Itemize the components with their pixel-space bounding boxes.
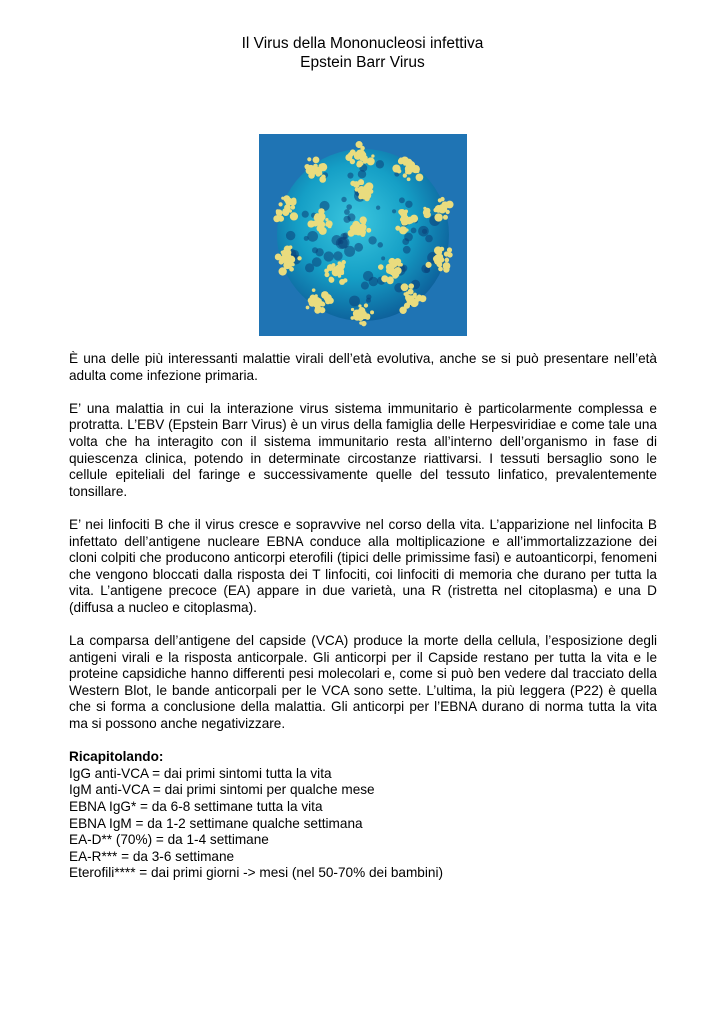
capsid-spike bbox=[350, 149, 356, 155]
capsid-spike bbox=[315, 305, 321, 311]
capsid-spike bbox=[405, 291, 409, 295]
capsid-spike bbox=[356, 154, 359, 157]
capsid-pore bbox=[404, 233, 413, 242]
capsid-pore bbox=[347, 172, 353, 178]
capsid-spike bbox=[438, 198, 442, 202]
capsid-pore bbox=[344, 209, 350, 215]
capsid-pore bbox=[349, 296, 360, 307]
capsid-spike bbox=[285, 208, 289, 212]
capsid-spike bbox=[279, 259, 284, 264]
capsid-spike bbox=[356, 313, 360, 317]
capsid-spike bbox=[440, 247, 445, 252]
capsid-spike bbox=[407, 295, 415, 303]
capsid-spike bbox=[443, 266, 449, 272]
summary-line: IgG anti-VCA = dai primi sintomi tutta la vita bbox=[69, 765, 332, 781]
capsid-pore bbox=[424, 267, 430, 273]
capsid-spike bbox=[360, 162, 364, 166]
capsid-spike bbox=[351, 316, 355, 320]
capsid-spike bbox=[424, 212, 430, 218]
capsid-spike bbox=[320, 210, 324, 214]
capsid-spike bbox=[327, 297, 333, 303]
title-line-2: Epstein Barr Virus bbox=[300, 54, 425, 71]
capsid-spike bbox=[378, 264, 384, 270]
capsid-pore bbox=[376, 206, 380, 210]
capsid-spike bbox=[436, 261, 441, 266]
capsid-spike bbox=[339, 279, 345, 285]
capsid-pore bbox=[343, 216, 350, 223]
document-body bbox=[69, 351, 657, 882]
summary-heading: Ricapitolando: bbox=[69, 749, 164, 765]
capsid-spike bbox=[369, 189, 374, 194]
capsid-spike bbox=[371, 154, 374, 157]
capsid-spike bbox=[434, 254, 441, 261]
capsid-spike bbox=[387, 277, 394, 284]
paragraph-b-lymphocytes: E’ nei linfociti B che il virus cresce e sopravvive nel corso della vita. L’apparizione nel linfocita B infettato dell’antigene nucleare EBNA conduce alla moltiplicazione e all’immortalizzazione dei cloni colpiti che producono anticorpi eterofili (tipici delle primissime fasi) e autoanticorpi, fenomeni che vengono bloccati dalla risposta dei T linfociti, coi linfociti di memoria che durano per tutta la vita. L’antigene precoce (EA) appare in due varietà, una R (ristretta nel citoplasma) e una D (diffusa a nucleo e citoplasma). bbox=[69, 516, 657, 615]
capsid-pore bbox=[333, 251, 342, 260]
capsid-spike bbox=[390, 270, 396, 276]
capsid-spike bbox=[443, 215, 448, 220]
capsid-spike bbox=[289, 245, 293, 249]
capsid-spike bbox=[325, 223, 329, 227]
capsid-spike bbox=[361, 321, 366, 326]
capsid-spike bbox=[405, 228, 408, 231]
title-line-1: Il Virus della Mononucleosi infettiva bbox=[241, 35, 484, 52]
capsid-pore bbox=[302, 211, 309, 218]
capsid-pore bbox=[376, 160, 384, 168]
epstein-barr-virus-illustration bbox=[259, 134, 467, 336]
capsid-spike bbox=[318, 222, 323, 227]
summary-line: EBNA IgM = da 1-2 settimane qualche settimana bbox=[69, 815, 363, 831]
capsid-spike bbox=[419, 295, 426, 302]
capsid-spike bbox=[401, 283, 409, 291]
summary-line: EA-D** (70%) = da 1-4 settimane bbox=[69, 832, 269, 848]
capsid-spike bbox=[279, 267, 287, 275]
capsid-pore bbox=[341, 197, 346, 202]
capsid-spike bbox=[406, 169, 412, 175]
capsid-spike bbox=[392, 164, 400, 172]
capsid-spike bbox=[401, 212, 406, 217]
capsid-pore bbox=[354, 243, 363, 252]
capsid-spike bbox=[306, 306, 310, 310]
capsid-spike bbox=[359, 216, 366, 223]
summary-line: IgM anti-VCA = dai primi sintomi per qualche mese bbox=[69, 782, 375, 798]
capsid-spike bbox=[434, 213, 442, 221]
capsid-spike bbox=[297, 256, 301, 260]
capsid-spike bbox=[278, 202, 282, 206]
capsid-spike bbox=[351, 308, 354, 311]
capsid-spike bbox=[414, 216, 417, 219]
capsid-pore bbox=[338, 237, 350, 249]
capsid-spike bbox=[289, 198, 296, 205]
capsid-pore bbox=[363, 271, 373, 281]
capsid-spike bbox=[364, 196, 369, 201]
capsid-spike bbox=[364, 303, 368, 307]
capsid-spike bbox=[309, 167, 313, 171]
summary-line: EA-R*** = da 3-6 settimane bbox=[69, 848, 235, 864]
capsid-spike bbox=[307, 157, 311, 161]
summary-section bbox=[69, 749, 657, 882]
document-title bbox=[0, 34, 725, 72]
summary-line: Eterofili**** = dai primi giorni -> mesi (nel 50-70% dei bambini) bbox=[69, 865, 443, 881]
capsid-spike bbox=[358, 228, 362, 232]
capsid-pore bbox=[346, 204, 352, 210]
capsid-spike bbox=[395, 226, 400, 231]
capsid-spike bbox=[399, 307, 406, 314]
capsid-spike bbox=[416, 169, 420, 173]
capsid-pore bbox=[315, 248, 323, 256]
capsid-spike bbox=[408, 161, 415, 168]
capsid-pore bbox=[425, 235, 433, 243]
capsid-spike bbox=[425, 262, 431, 268]
capsid-pore bbox=[307, 231, 318, 242]
capsid-spike bbox=[276, 209, 283, 216]
capsid-spike bbox=[359, 189, 363, 193]
capsid-spike bbox=[447, 252, 452, 257]
capsid-pore bbox=[377, 242, 382, 247]
capsid-spike bbox=[319, 163, 327, 171]
capsid-spike bbox=[398, 158, 404, 164]
capsid-spike bbox=[360, 181, 364, 185]
capsid-spike bbox=[325, 272, 330, 277]
capsid-spike bbox=[407, 177, 411, 181]
capsid-spike bbox=[438, 204, 445, 211]
capsid-pore bbox=[324, 251, 334, 261]
capsid-spike bbox=[321, 175, 326, 180]
capsid-spike bbox=[318, 172, 322, 176]
virus-image bbox=[259, 134, 467, 336]
capsid-spike bbox=[438, 267, 443, 272]
capsid-spike bbox=[321, 292, 324, 295]
capsid-pore bbox=[392, 209, 396, 213]
capsid-spike bbox=[408, 283, 414, 289]
summary-line: EBNA IgG* = da 6-8 settimane tutta la vita bbox=[69, 799, 323, 815]
capsid-spike bbox=[329, 277, 335, 283]
capsid-spike bbox=[353, 181, 360, 188]
capsid-pore bbox=[381, 256, 385, 260]
capsid-pore bbox=[286, 231, 295, 240]
capsid-spike bbox=[317, 300, 323, 306]
capsid-spike bbox=[367, 157, 375, 165]
capsid-spike bbox=[273, 215, 280, 222]
capsid-spike bbox=[286, 261, 292, 267]
capsid-spike bbox=[359, 151, 364, 156]
capsid-spike bbox=[282, 251, 285, 254]
capsid-pore bbox=[399, 197, 405, 203]
capsid-spike bbox=[407, 217, 414, 224]
capsid-spike bbox=[394, 258, 401, 265]
capsid-spike bbox=[361, 312, 367, 318]
capsid-spike bbox=[313, 156, 320, 163]
capsid-pore bbox=[403, 246, 411, 254]
capsid-pore bbox=[405, 201, 412, 208]
capsid-pore bbox=[411, 227, 417, 233]
capsid-spike bbox=[366, 228, 371, 233]
capsid-spike bbox=[332, 266, 340, 274]
capsid-spike bbox=[291, 205, 295, 209]
capsid-spike bbox=[447, 247, 452, 252]
capsid-spike bbox=[416, 173, 424, 181]
capsid-spike bbox=[307, 220, 314, 227]
capsid-spike bbox=[281, 197, 284, 200]
capsid-pore bbox=[366, 298, 371, 303]
capsid-pore bbox=[422, 229, 427, 234]
capsid-spike bbox=[395, 268, 398, 271]
capsid-pore bbox=[361, 282, 369, 290]
paragraph-intro: È una delle più interessanti malattie virali dell’età evolutiva, anche se si può presentare nell’età adulta come infezione primaria. bbox=[69, 351, 657, 383]
capsid-pore bbox=[368, 236, 376, 244]
capsid-spike bbox=[370, 310, 374, 314]
capsid-spike bbox=[348, 230, 355, 237]
capsid-spike bbox=[293, 215, 297, 219]
capsid-spike bbox=[444, 258, 449, 263]
capsid-spike bbox=[360, 156, 365, 161]
capsid-spike bbox=[341, 260, 345, 264]
capsid-pore bbox=[312, 257, 322, 267]
capsid-spike bbox=[360, 232, 365, 237]
capsid-spike bbox=[312, 288, 316, 292]
capsid-spike bbox=[360, 146, 364, 150]
paragraph-capsid-antigen: La comparsa dell’antigene del capside (VCA) produce la morte della cellula, l’esposizione degli antigeni virali e la risposta anticorpale. Gli anticorpi per il Capside restano per tutta la vita e le proteine capsidiche hanno differenti pesi molecolari e, come si può ben vedere dal tracciato della Western Blot, le bande anticorpali per le VCA sono sette. L’ultima, la più leggera (P22) è quella che si forma a conclusione della malattia. Gli anticorpi per l’EBNA durano di norma tutta la vita ma si possono anche negativizzare. bbox=[69, 633, 657, 732]
paragraph-immune-interaction: E’ una malattia in cui la interazione virus sistema immunitario è particolarmente complessa e protratta. L’EBV (Epstein Barr Virus) è un virus della famiglia delle Herpesviridiae e come tale una volta che ha interagito con il sistema immunitario resta all’interno dell’organismo in fase di quiescenza clinica, potendo in determinate circostanze riattivarsi. I tessuti bersaglio sono le cellule epiteliali del faringe e successivamente quelle del tessuto linfatico, prevalentemente tonsillare. bbox=[69, 400, 657, 499]
